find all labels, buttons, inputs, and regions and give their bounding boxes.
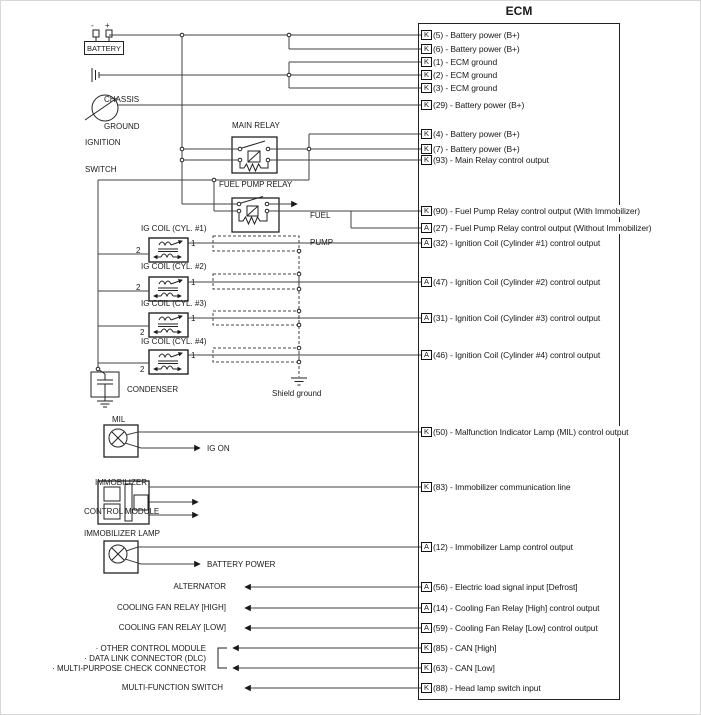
pin-description: (3) - ECM ground [433,83,498,93]
pin-description: (50) - Malfunction Indicator Lamp (MIL) control output [433,427,629,437]
alternator-label: ALTERNATOR [173,582,226,591]
pin-connector-letter: K [421,57,432,67]
coil1-terminal-2: 2 [136,246,141,255]
cooling-fan-high-label: COOLING FAN RELAY [HIGH] [116,603,226,612]
immobilizer-lamp-label: IMMOBILIZER LAMP [84,529,161,538]
pin-connector-letter: K [421,44,432,54]
ecm-pin-row [421,205,643,217]
ecm-pin-row [421,426,631,438]
ecm-pin-row [421,99,527,111]
pin-connector-letter: K [421,70,432,80]
pin-description: (29) - Battery power (B+) [433,100,525,110]
pin-description: (46) - Ignition Coil (Cylinder #4) control output [433,350,601,360]
battery-power-label: BATTERY POWER [207,560,276,569]
ecm-pin-row [421,541,576,553]
pin-connector-letter: K [421,482,432,492]
pin-connector-letter: A [421,603,432,613]
shield-wires [213,236,299,377]
ecm-pin-row [421,43,523,55]
multi-function-switch-label: MULTI-FUNCTION SWITCH [121,683,223,692]
pin-description: (1) - ECM ground [433,57,498,67]
pin-connector-letter: K [421,206,432,216]
ig-coil-2-label: IG COIL (CYL. #2) [141,262,207,271]
ecm-title: ECM [505,4,533,18]
ecm-pin-row [421,128,523,140]
pin-connector-letter: K [421,427,432,437]
ecm-pin-row [421,276,603,288]
pin-description: (31) - Ignition Coil (Cylinder #3) control output [433,313,601,323]
pin-connector-letter: A [421,313,432,323]
coil3-terminal-1: 1 [191,314,196,323]
ecm-pin-row [421,69,500,81]
ecm-pin-row [421,662,498,674]
battery-minus-sign: - [91,21,94,30]
ecm-pin-row [421,56,500,68]
coil4-terminal-1: 1 [191,351,196,360]
ecm-pin-row [421,312,603,324]
fuel-pump-relay-symbol [182,197,421,233]
pin-connector-letter: A [421,238,432,248]
pin-description: (14) - Cooling Fan Relay [High] control output [433,603,600,613]
pin-connector-letter: A [421,350,432,360]
pin-description: (4) - Battery power (B+) [433,129,520,139]
pin-description: (83) - Immobilizer communication line [433,482,571,492]
ecm-pin-row [421,682,544,694]
pin-description: (12) - Immobilizer Lamp control output [433,542,573,552]
pin-connector-letter: K [421,30,432,40]
mil-label: MIL [112,415,126,424]
pin-connector-letter: K [421,100,432,110]
pin-connector-letter: K [421,144,432,154]
ecm-pin-row [421,481,574,493]
pin-description: (63) - CAN [Low] [433,663,495,673]
coil2-terminal-1: 1 [191,278,196,287]
condenser-symbol [91,369,119,407]
mil-symbol [104,425,421,457]
pin-connector-letter: A [421,623,432,633]
chassis-ground-label: CHASSIS GROUND [104,95,140,131]
ig-on-label: IG ON [207,444,230,453]
ignition-switch-label: IGNITION SWITCH [85,138,121,174]
pin-description: (27) - Fuel Pump Relay control output (Without Immobilizer) [433,223,652,233]
pin-description: (5) - Battery power (B+) [433,30,520,40]
ecm-pin-row [421,237,603,249]
pin-description: (93) - Main Relay control output [433,155,549,165]
pin-connector-letter: K [421,129,432,139]
ecm-pin-row [421,602,602,614]
ecm-pin-row [421,222,655,234]
ecm-pin-row [421,581,581,593]
ecm-box [418,23,620,700]
pin-connector-letter: K [421,643,432,653]
cooling-fan-low-label: COOLING FAN RELAY [LOW] [118,623,226,632]
pin-description: (2) - ECM ground [433,70,498,80]
pin-description: (6) - Battery power (B+) [433,44,520,54]
pin-connector-letter: A [421,277,432,287]
pin-connector-letter: A [421,582,432,592]
ecm-pin-row [421,82,500,94]
pin-description: (90) - Fuel Pump Relay control output (With Immobilizer) [433,206,640,216]
can-devices-label: · OTHER CONTROL MODULE · DATA LINK CONNECTOR (DLC) · MULTI-PURPOSE CHECK CONNECTOR [52,644,206,673]
ig-coil-1-label: IG COIL (CYL. #1) [141,224,207,233]
coil3-terminal-2: 2 [140,328,145,337]
pin-connector-letter: K [421,683,432,693]
ig-coil-3-label: IG COIL (CYL. #3) [141,299,207,308]
fuel-pump-relay-label: FUEL PUMP RELAY [219,180,293,189]
coil4-terminal-2: 2 [140,365,145,374]
battery-label: BATTERY [84,41,124,55]
main-relay-symbol [182,137,421,173]
fuel-pump-label: FUEL PUMP [310,211,334,247]
pin-connector-letter: K [421,155,432,165]
condenser-label: CONDENSER [127,385,179,394]
pin-connector-letter: K [421,83,432,93]
coil2-terminal-2: 2 [136,283,141,292]
ecm-pin-row [421,154,552,166]
main-relay-label: MAIN RELAY [232,121,280,130]
pin-description: (59) - Cooling Fan Relay [Low] control output [433,623,598,633]
ig-coil-4-label: IG COIL (CYL. #4) [141,337,207,346]
pin-description: (47) - Ignition Coil (Cylinder #2) control output [433,277,601,287]
pin-description: (85) - CAN [High] [433,643,497,653]
pin-connector-letter: A [421,542,432,552]
ecm-pin-row [421,29,523,41]
coil1-terminal-1: 1 [191,239,196,248]
pin-description: (56) - Electric load signal input [Defrost] [433,582,578,592]
pin-description: (32) - Ignition Coil (Cylinder #1) control output [433,238,601,248]
ecm-pin-row [421,642,500,654]
pin-connector-letter: A [421,223,432,233]
pin-description: (7) - Battery power (B+) [433,144,520,154]
shield-ground-label: Shield ground [272,389,322,398]
ecm-pin-row [421,349,603,361]
pin-description: (88) - Head lamp switch input [433,683,541,693]
ecm-pin-row [421,622,601,634]
bottom-signal-wires [218,587,421,688]
pin-connector-letter: K [421,663,432,673]
immobilizer-module-label: IMMOBILIZER CONTROL MODULE [84,478,160,516]
battery-plus-sign: + [105,21,110,30]
